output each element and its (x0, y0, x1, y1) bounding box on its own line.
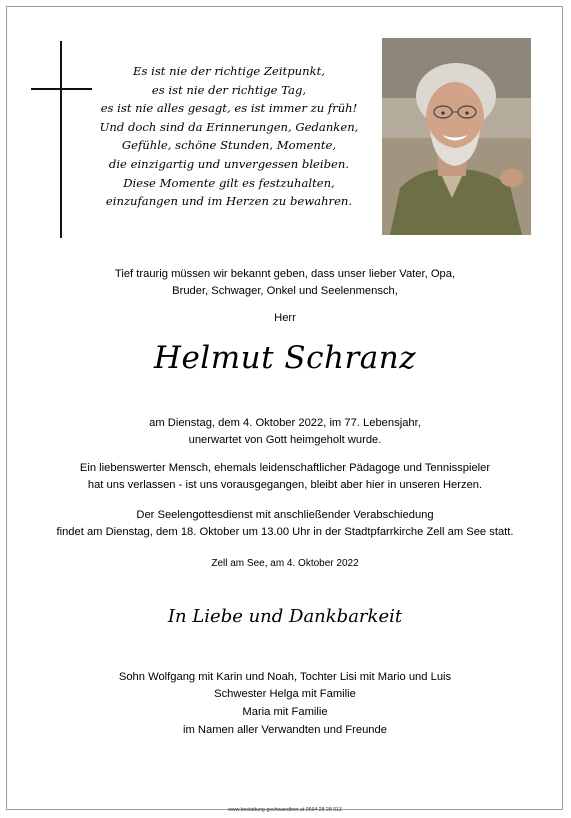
death-line: unerwartet von Gott heimgeholt wurde. (188, 434, 382, 447)
cross-icon-horizontal (31, 88, 92, 90)
poem (96, 62, 362, 211)
salutation (40, 310, 530, 327)
intro-line: Tief traurig müssen wir bekannt geben, dass unser lieber Vater, Opa, (114, 268, 456, 280)
mourner-line: Schwester Helga mit Familie (214, 688, 356, 701)
portrait-illustration (382, 38, 531, 235)
poem-line: es ist nie alles gesagt, es ist immer zu früh! (100, 101, 358, 116)
intro-text (40, 266, 530, 301)
poem-line: einzufangen und im Herzen zu bewahren. (105, 194, 353, 209)
funeral-home-footer: www.bestattung-gschwandtner.at 0664 28 28 013 (228, 807, 342, 813)
poem-line: die einzigartig und unvergessen bleiben. (108, 156, 350, 171)
service-line: findet am Dienstag, dem 18. Oktober um 13.00 Uhr in der Stadtpfarrkirche Zell am See statt. (56, 526, 514, 539)
poem-line: es ist nie der richtige Tag, (151, 82, 307, 97)
closing-phrase: In Liebe und Dankbarkeit (167, 606, 403, 627)
tribute-text (40, 460, 530, 495)
place-date (40, 555, 530, 572)
deceased-name: Helmut Schranz (153, 340, 417, 376)
poem-line: Es ist nie der richtige Zeitpunkt, (133, 64, 325, 78)
poem-line: Und doch sind da Erinnerungen, Gedanken, (99, 119, 359, 134)
poem-line: Diese Momente gilt es festzuhalten, (123, 175, 335, 190)
tribute-line: Ein liebenswerter Mensch, ehemals leidenschaftlicher Pädagoge und Tennisspieler (79, 462, 491, 474)
poem-line: Gefühle, schöne Stunden, Momente, (121, 138, 337, 153)
cross-icon-vertical (60, 41, 62, 238)
mourners-footer (40, 722, 530, 739)
intro-line: Bruder, Schwager, Onkel und Seelenmensch, (172, 285, 398, 298)
death-notice (40, 415, 530, 450)
mourners-list (40, 669, 530, 721)
mourners-footer-text: im Namen aller Verwandten und Freunde (183, 724, 387, 736)
death-line: am Dienstag, dem 4. Oktober 2022, im 77. Lebensjahr, (149, 417, 421, 429)
mourner-line: Sohn Wolfgang mit Karin und Noah, Tochter Lisi mit Mario und Luis (118, 671, 452, 683)
service-info (40, 507, 530, 542)
place-date-text: Zell am See, am 4. Oktober 2022 (211, 558, 359, 569)
salutation-text: Herr (274, 312, 296, 324)
service-line: Der Seelengottesdienst mit anschließender Verabschiedung (136, 509, 434, 521)
mourner-line: Maria mit Familie (242, 705, 328, 718)
portrait-photo (382, 38, 531, 235)
tribute-line: hat uns verlassen - ist uns vorausgegangen, bleibt aber hier in unseren Herzen. (87, 479, 483, 492)
